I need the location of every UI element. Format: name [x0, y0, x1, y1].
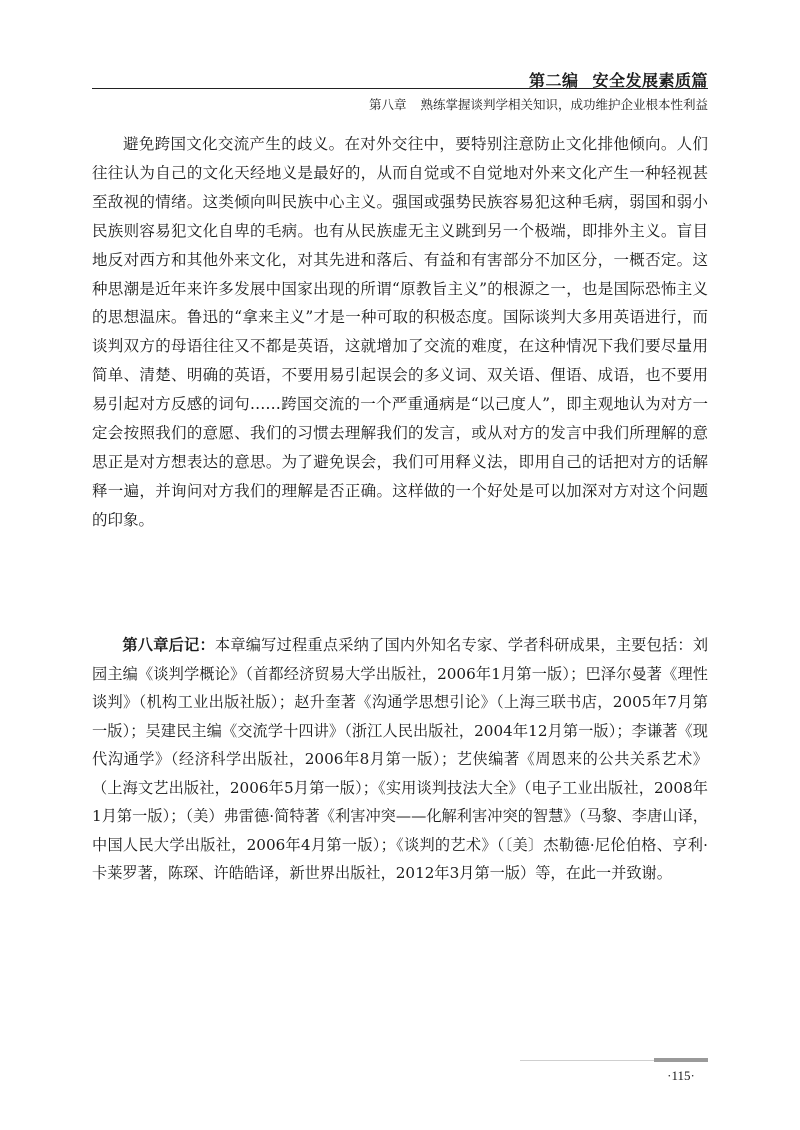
- header-divider: [92, 88, 708, 89]
- body-paragraph: 避免跨国文化交流产生的歧义。在对外交往中，要特别注意防止文化排他倾向。人们往往认为自己的文化天经地义是最好的，从而自觉或不自觉地对外来文化产生一种轻视甚至敌视的情绪。这类倾向叫民族中心主义。强国或强势民族容易犯这种毛病，弱国和弱小民族则容易犯文化自卑的毛病。也有从民族虚无主义跳到另一个极端，即排外主义。盲目地反对西方和其他外来文化，对其先进和落后、有益和有害部分不加区分，一概否定。这种思潮是近年来许多发展中国家出现的所谓“原教旨主义”的根源之一，也是国际恐怖主义的思想温床。鲁迅的“拿来主义”才是一种可取的积极态度。国际谈判大多用英语进行，而谈判双方的母语往往又不都是英语，这就增加了交流的难度，在这种情况下我们要尽量用简单、清楚、明确的英语，不要用易引起误会的多义词、双关语、俚语、成语，也不要用易引起对方反感的词句……跨国交流的一个严重通病是“以己度人”，即主观地认为对方一定会按照我们的意愿、我们的习惯去理解我们的发言，或从对方的发言中我们所理解的意思正是对方想表达的意思。为了避免误会，我们可用释义法，即用自己的话把对方的话解释一遍，并询问对方我们的理解是否正确。这样做的一个好处是可以加深对方对这个问题的印象。: [92, 135, 708, 529]
- page-number: ·115·: [667, 1068, 695, 1083]
- chapter-title: 熟练掌握谈判学相关知识，成功维护企业根本性利益: [420, 97, 708, 112]
- chapter-number: 第八章: [368, 97, 407, 112]
- part-number: 第二编: [528, 71, 579, 90]
- page-number-bar: [654, 1058, 708, 1062]
- running-header-chapter: [369, 95, 708, 113]
- postscript-text: 本章编写过程重点采纳了国内外知名专家、学者科研成果，主要包括：刘园主编《谈判学概论》（首都经济贸易大学出版社，2006年1月第一版）；巴泽尔曼著《理性谈判》（机构工业出版社版）；赵升奎著《沟通学思想引论》（上海三联书店，2005年7月第一版）；吴建民主编《交流学十四讲》（浙江人民出版社，2004年12月第一版）；李谦著《现代沟通学》（经济科学出版社，2006年8月第一版）；艺侠编著《周恩来的公共关系艺术》（上海文艺出版社，2006年5月第一版）；《实用谈判技法大全》（电子工业出版社，2008年1月第一版）；（美）弗雷德·简特著《利害冲突——化解利害冲突的智慧》（马黎、李唐山译，中国人民大学出版社，2006年4月第一版）；《谈判的艺术》（〔美〕杰勒德·尼伦伯格、亨利·卡莱罗著，陈琛、许皓皓译，新世界出版社，2012年3月第一版）等，在此一并致谢。: [92, 636, 709, 882]
- postscript-label: 第八章后记：: [122, 636, 215, 654]
- part-title: 安全发展素质篇: [592, 71, 708, 90]
- chapter-postscript: [92, 631, 708, 888]
